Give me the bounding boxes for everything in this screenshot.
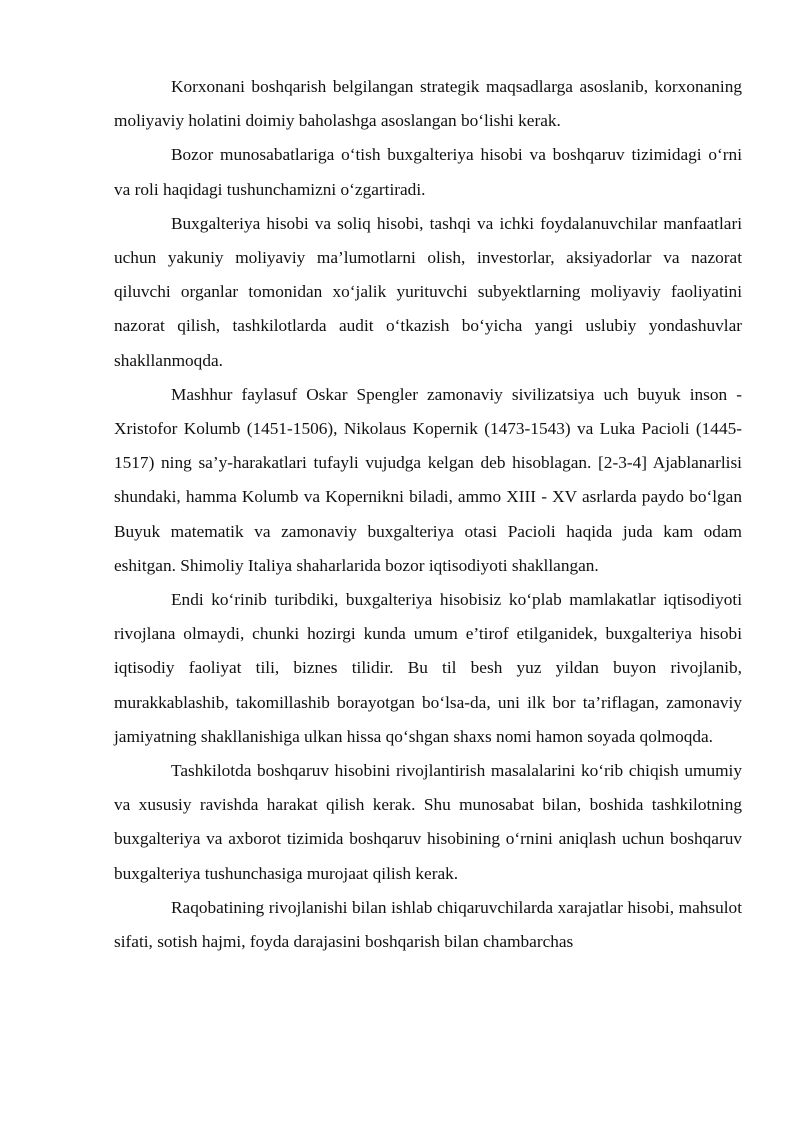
document-page bbox=[114, 70, 742, 959]
paragraph-4: Mashhur faylasuf Oskar Spengler zamonaviy sivilizatsiya uch buyuk inson - Xristofor Kolumb (1451-1506), Nikolaus Kopernik (1473-1543) va Luka Pacioli (1445-1517) ning sa’y-harakatlari tufayli vujudga kelgan deb hisoblagan. [2-3-4] Ajablanarlisi shundaki, hamma Kolumb va Kopernikni biladi, ammo XIII - XV asrlarda paydo bo‘lgan Buyuk matematik va zamonaviy buxgalteriya otasi Pacioli haqida juda kam odam eshitgan. Shimoliy Italiya shaharlarida bozor iqtisodiyoti shakllangan. bbox=[114, 384, 742, 575]
paragraph-1: Korxonani boshqarish belgilangan strategik maqsadlarga asoslanib, korxonaning moliyaviy holatini doimiy baholashga asoslangan bo‘lishi kerak. bbox=[114, 77, 742, 131]
paragraph-6: Tashkilotda boshqaruv hisobini rivojlantirish masalalarini ko‘rib chiqish umumiy va xususiy ravishda harakat qilish kerak. Shu munosabat bilan, boshida tashkilotning buxgalteriya va axborot tizimida boshqaruv hisobining o‘rnini aniqlash uchun boshqaruv buxgalteriya tushunchasiga murojaat qilish kerak. bbox=[114, 761, 742, 883]
paragraph-7: Raqobatining rivojlanishi bilan ishlab chiqaruvchilarda xarajatlar hisobi, mahsulot sifati, sotish hajmi, foyda darajasini boshqarish bilan chambarchas bbox=[114, 897, 742, 952]
paragraph-3: Buxgalteriya hisobi va soliq hisobi, tashqi va ichki foydalanuvchilar manfaatlari uchun yakuniy moliyaviy ma’lumotlarni olish, investorlar, aksiyadorlar va nazorat qiluvchi organlar tomonidan xo‘jalik yurituvchi subyektlarning moliyaviy faoliyatini nazorat qilish, tashkilotlarda audit o‘tkazish bo‘yicha yangi uslubiy yondashuvlar shakllanmoqda. bbox=[114, 213, 742, 370]
paragraph-2: Bozor munosabatlariga o‘tish buxgalteriya hisobi va boshqaruv tizimidagi o‘rni va roli haqidagi tushunchamizni o‘zgartiradi. bbox=[114, 145, 742, 199]
paragraph-5: Endi ko‘rinib turibdiki, buxgalteriya hisobisiz ko‘plab mamlakatlar iqtisodiyoti rivojlana olmaydi, chunki hozirgi kunda umum e’tirof etilganidek, buxgalteriya hisobi iqtisodiy faoliyat tili, biznes tilidir. Bu til besh yuz yildan buyon rivojlanib, murakkablashib, takomillashib borayotgan bo‘lsa-da, uni ilk bor ta’riflagan, zamonaviy jamiyatning shakllanishiga ulkan hissa qo‘shgan shaxs nomi hamon soyada qolmoqda. bbox=[114, 590, 742, 746]
